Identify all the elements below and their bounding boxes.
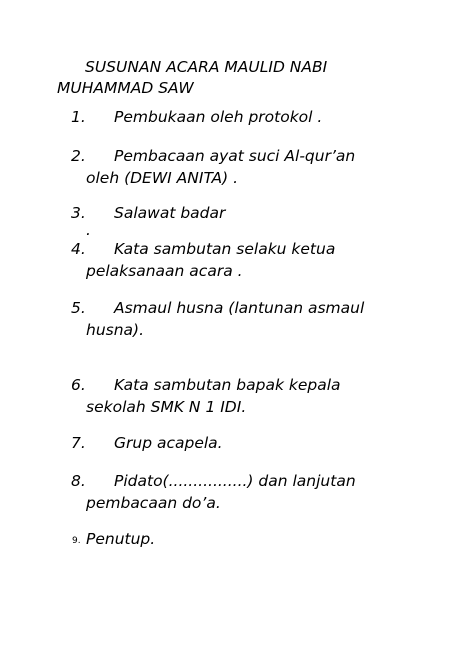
agenda-item-number: 7. [71, 434, 86, 452]
agenda-item-text: Kata sambutan selaku ketua [114, 240, 336, 258]
agenda-item-text-continued: pelaksanaan acara . [86, 262, 243, 280]
agenda-item-text: Kata sambutan bapak kepala [114, 376, 341, 394]
agenda-item-text-continued: . [86, 221, 91, 239]
agenda-item-text: Asmaul husna (lantunan asmaul [114, 299, 365, 317]
agenda-item-number: 6. [71, 376, 86, 394]
agenda-item-text: Pembukaan oleh protokol . [114, 108, 323, 126]
agenda-item-number: 3. [71, 204, 86, 222]
agenda-item-text: Pembacaan ayat suci Al-qur’an [114, 147, 356, 165]
agenda-item-number: 5. [71, 299, 86, 317]
agenda-item-text: Salawat badar [114, 204, 226, 222]
agenda-item-text-continued: sekolah SMK N 1 IDI. [86, 398, 247, 416]
document-title-line-2: MUHAMMAD SAW [57, 79, 194, 97]
agenda-item-number: 8. [71, 472, 86, 490]
agenda-item-text-continued: oleh (DEWI ANITA) . [86, 169, 238, 187]
agenda-item-text-continued: husna). [86, 321, 145, 339]
agenda-item-text: Grup acapela. [114, 434, 223, 452]
agenda-item-text-continued: pembacaan do’a. [86, 494, 221, 512]
agenda-item-text: Pidato(................) dan lanjutan [114, 472, 356, 490]
agenda-item-number: 2. [71, 147, 86, 165]
agenda-item-number: 9. [72, 536, 81, 546]
agenda-item-number: 4. [71, 240, 86, 258]
agenda-item-number: 1. [71, 108, 86, 126]
agenda-item-text: Penutup. [86, 530, 156, 548]
document-title-line-1: SUSUNAN ACARA MAULID NABI [85, 58, 328, 76]
